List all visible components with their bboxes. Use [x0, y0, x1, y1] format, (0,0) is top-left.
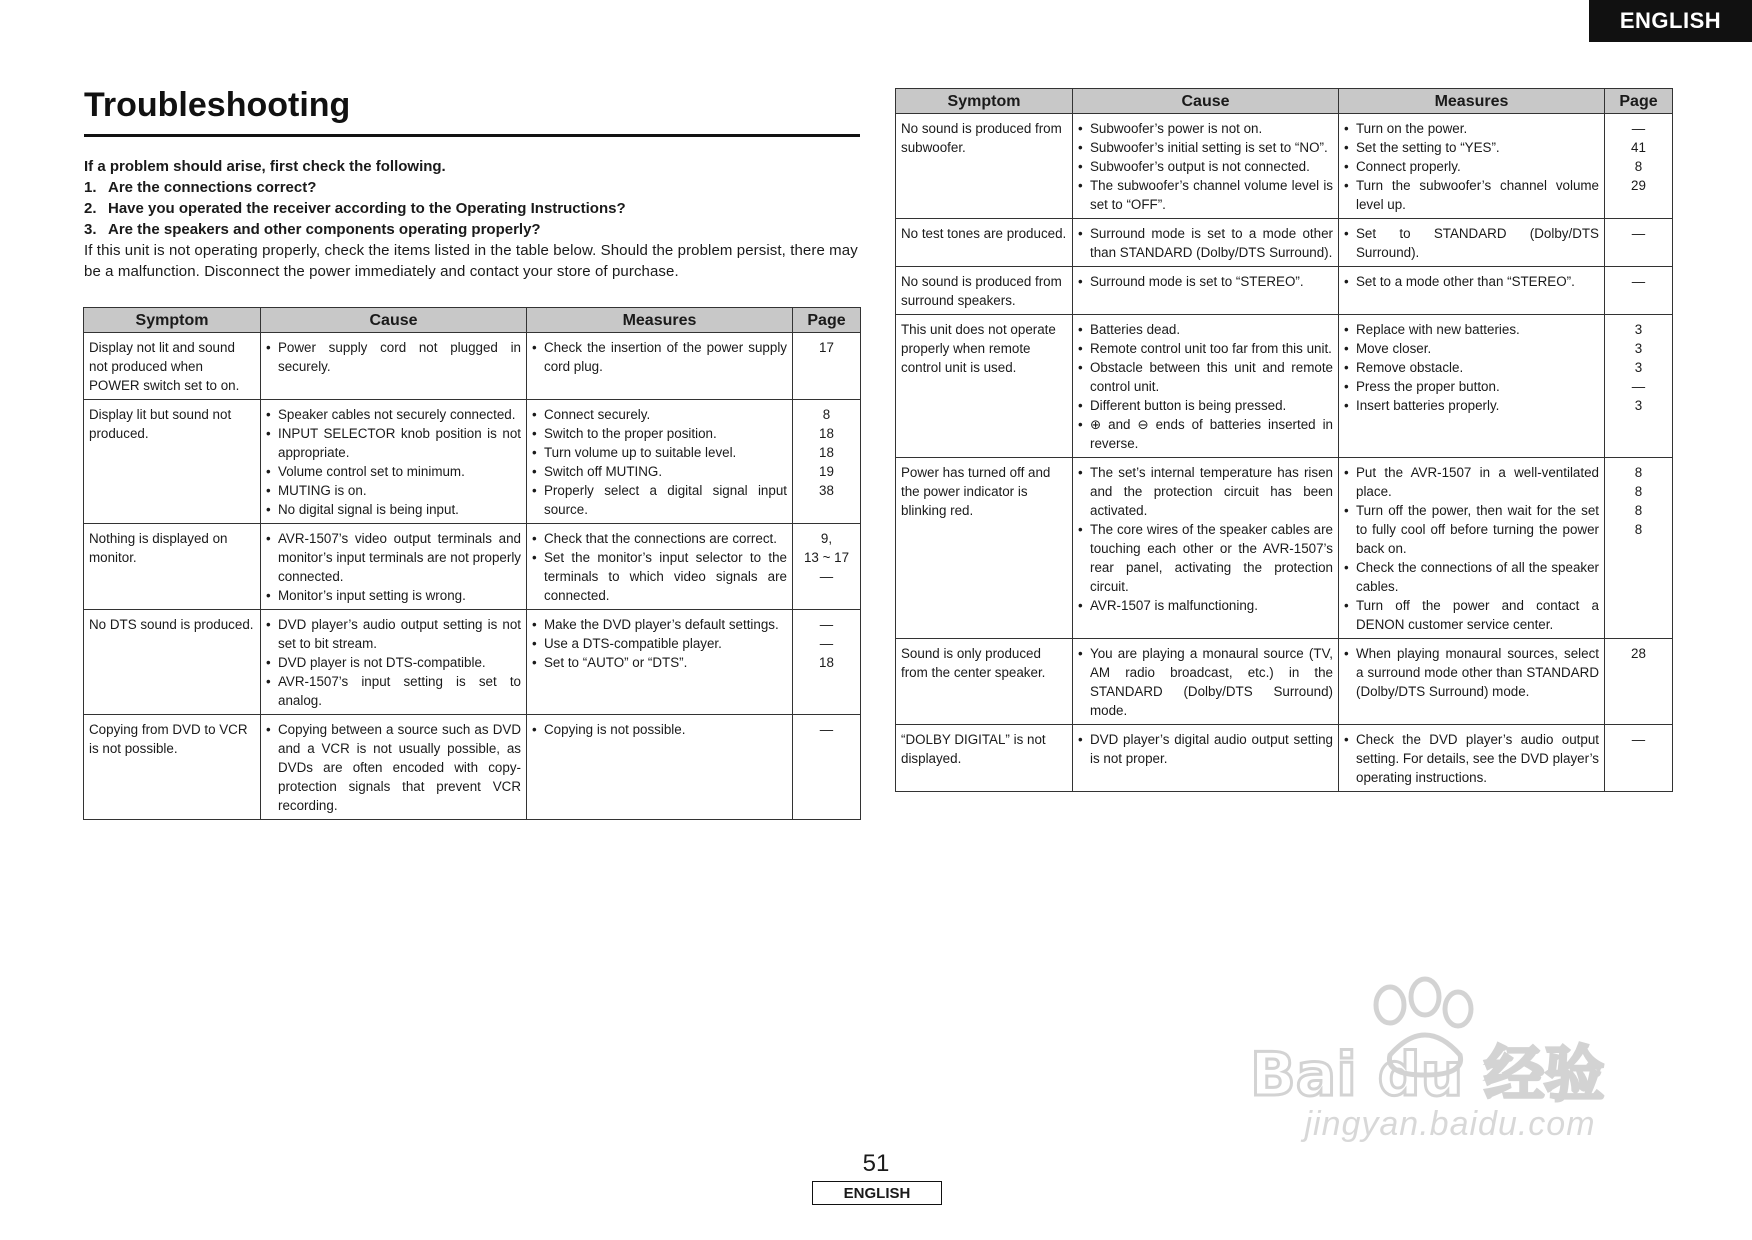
bullet-icon: • [1078, 140, 1083, 155]
item-text: Replace with new batteries. [1356, 322, 1520, 337]
page-reference: — [819, 722, 834, 737]
bullet-icon: • [266, 407, 271, 422]
bullet-icon: • [1078, 360, 1083, 375]
table-header-row [84, 308, 861, 333]
page-reference: 28 [1631, 646, 1646, 661]
bullet-icon: • [532, 531, 537, 546]
measures-header: Measures [527, 308, 793, 333]
item-text: Turn off the power, then wait for the set to fully cool off before turning the power back on. [1356, 503, 1599, 556]
measures-cell [1339, 458, 1605, 639]
intro-lead: If a problem should arise, first check the following. [84, 158, 446, 175]
cause-cell [261, 715, 527, 820]
item-text: Different button is being pressed. [1090, 398, 1287, 413]
cause-header: Cause [1073, 89, 1339, 114]
table-row [896, 267, 1673, 315]
measures-cell [527, 715, 793, 820]
bullet-icon: • [532, 617, 537, 632]
page-reference: — [1631, 379, 1646, 394]
item-text: When playing monaural sources, select a surround mode other than STANDARD (Dolby/DTS Surround) mode. [1356, 646, 1599, 699]
cause-item [1078, 157, 1333, 176]
symptom-cell: No sound is produced from subwoofer. [896, 114, 1073, 219]
page-cell [793, 333, 861, 400]
item-text: Subwoofer’s output is not connected. [1090, 159, 1310, 174]
measures-cell [527, 400, 793, 524]
measure-item [1344, 320, 1599, 339]
item-text: Put the AVR-1507 in a well-ventilated place. [1356, 465, 1599, 499]
bullet-icon: • [1078, 274, 1083, 289]
intro-paragraph: If this unit is not operating properly, check the items listed in the table below. Should the problem persist, there may be a malfunction. Disconnect the power immediately and contact your store of purchase. [84, 242, 858, 280]
measures-cell [1339, 315, 1605, 458]
page-reference: 29 [1631, 178, 1646, 193]
page-cell [1605, 114, 1673, 219]
watermark-url: jingyan.baidu.com [1304, 1105, 1596, 1143]
measure-item [532, 615, 787, 634]
item-text: No digital signal is being input. [278, 502, 459, 517]
page-reference: 8 [1634, 503, 1643, 518]
item-text: The core wires of the speaker cables are touching each other or the AVR-1507’s rear panel, activating the protection circuit. [1090, 522, 1333, 594]
measure-item [532, 653, 787, 672]
cause-cell [1073, 219, 1339, 267]
symptom-cell: Copying from DVD to VCR is not possible. [84, 715, 261, 820]
measure-item [1344, 224, 1599, 262]
page-title: Troubleshooting [84, 86, 351, 124]
cause-item [1078, 644, 1333, 720]
item-text: Press the proper button. [1356, 379, 1500, 394]
symptom-cell: No DTS sound is produced. [84, 610, 261, 715]
measure-item [1344, 176, 1599, 214]
cause-item [266, 405, 521, 424]
measures-cell [1339, 725, 1605, 792]
item-text: Properly select a digital signal input source. [544, 483, 787, 517]
measure-item [1344, 596, 1599, 634]
bullet-icon: • [1344, 178, 1349, 193]
cause-item [1078, 224, 1333, 262]
item-text: Remove obstacle. [1356, 360, 1464, 375]
item-text: Switch off MUTING. [544, 464, 663, 479]
item-text: The set’s internal temperature has risen and the protection circuit has been activated. [1090, 465, 1333, 518]
page-reference: 13 ~ 17 [803, 550, 850, 565]
table-body [896, 114, 1673, 792]
table-row [896, 458, 1673, 639]
page-reference: — [1631, 274, 1646, 289]
measure-item [1344, 501, 1599, 558]
title-rule [84, 134, 860, 137]
cause-item [1078, 415, 1333, 453]
bullet-icon: • [1078, 226, 1083, 241]
page-cell [1605, 267, 1673, 315]
item-text: Monitor’s input setting is wrong. [278, 588, 466, 603]
bullet-icon: • [1344, 598, 1349, 613]
measures-cell [1339, 267, 1605, 315]
bullet-icon: • [1078, 178, 1083, 193]
measure-item [1344, 644, 1599, 701]
measures-cell [527, 333, 793, 400]
page-reference: 19 [819, 464, 834, 479]
measure-item [1344, 377, 1599, 396]
cause-item [266, 586, 521, 605]
measure-item [1344, 730, 1599, 787]
item-text: Make the DVD player’s default settings. [544, 617, 779, 632]
item-text: Copying is not possible. [544, 722, 686, 737]
item-text: You are playing a monaural source (TV, AM radio broadcast, etc.) in the STANDARD (Dolby/DTS Surround) mode. [1090, 646, 1333, 718]
bullet-icon: • [1078, 398, 1083, 413]
table-row [896, 639, 1673, 725]
bullet-icon: • [532, 426, 537, 441]
bullet-icon: • [266, 340, 271, 355]
symptom-cell: Power has turned off and the power indicator is blinking red. [896, 458, 1073, 639]
item-text: Surround mode is set to “STEREO”. [1090, 274, 1304, 289]
cause-item [1078, 119, 1333, 138]
cause-item [266, 653, 521, 672]
page-reference: 8 [1634, 484, 1643, 499]
measure-item [532, 529, 787, 548]
cause-cell [1073, 267, 1339, 315]
page-reference: — [1631, 732, 1646, 747]
page-reference: 18 [819, 426, 834, 441]
cause-cell [1073, 458, 1339, 639]
table-header-row [896, 89, 1673, 114]
measures-cell [1339, 219, 1605, 267]
item-text: Set to a mode other than “STEREO”. [1356, 274, 1575, 289]
troubleshooting-table-right [895, 88, 1673, 792]
page-reference: 9, [820, 531, 833, 546]
cause-item [266, 481, 521, 500]
symptom-cell: Display lit but sound not produced. [84, 400, 261, 524]
check-number: 2. [84, 200, 97, 217]
cause-cell [1073, 315, 1339, 458]
bullet-icon: • [1344, 121, 1349, 136]
bullet-icon: • [266, 531, 271, 546]
item-text: Set to STANDARD (Dolby/DTS Surround). [1356, 226, 1599, 260]
page-cell [1605, 725, 1673, 792]
page-reference: — [1631, 121, 1646, 136]
item-text: Obstacle between this unit and remote control unit. [1090, 360, 1333, 394]
bullet-icon: • [532, 340, 537, 355]
page-reference: 17 [819, 340, 834, 355]
table-row [84, 333, 861, 400]
bullet-icon: • [1344, 140, 1349, 155]
item-text: Set the monitor’s input selector to the terminals to which video signals are connected. [544, 550, 787, 603]
bullet-icon: • [266, 588, 271, 603]
page-reference: 8 [1634, 159, 1643, 174]
page-reference: 41 [1631, 140, 1646, 155]
bullet-icon: • [1078, 598, 1083, 613]
bullet-icon: • [532, 655, 537, 670]
cause-item [266, 529, 521, 586]
page-reference: 38 [819, 483, 834, 498]
bullet-icon: • [1078, 322, 1083, 337]
cause-item [266, 720, 521, 815]
item-text: Set to “AUTO” or “DTS”. [544, 655, 688, 670]
page-reference: 18 [819, 445, 834, 460]
measure-item [1344, 119, 1599, 138]
bullet-icon: • [266, 464, 271, 479]
bullet-icon: • [1344, 322, 1349, 337]
check-number: 1. [84, 179, 97, 196]
cause-item [266, 672, 521, 710]
item-text: Move closer. [1356, 341, 1432, 356]
page-header: Page [793, 308, 861, 333]
page-cell [1605, 639, 1673, 725]
page-reference: — [819, 569, 834, 584]
page-reference: 8 [1634, 465, 1643, 480]
page-number: 51 [862, 1150, 890, 1177]
measure-item [1344, 138, 1599, 157]
item-text: Switch to the proper position. [544, 426, 717, 441]
item-text: MUTING is on. [278, 483, 367, 498]
item-text: AVR-1507’s video output terminals and monitor’s input terminals are not properly connected. [278, 531, 521, 584]
footer-language-label: ENGLISH [812, 1181, 942, 1205]
symptom-cell: No sound is produced from surround speakers. [896, 267, 1073, 315]
bullet-icon: • [532, 636, 537, 651]
bullet-icon: • [1344, 465, 1349, 480]
page-cell [1605, 315, 1673, 458]
cause-item [1078, 176, 1333, 214]
table-row [84, 715, 861, 820]
bullet-icon: • [1344, 341, 1349, 356]
page-cell [1605, 219, 1673, 267]
measure-item [1344, 339, 1599, 358]
cause-item [1078, 596, 1333, 615]
bullet-icon: • [1078, 646, 1083, 661]
item-text: Speaker cables not securely connected. [278, 407, 516, 422]
measure-item [1344, 272, 1599, 291]
table-row [896, 315, 1673, 458]
bullet-icon: • [266, 502, 271, 517]
item-text: INPUT SELECTOR knob position is not appropriate. [278, 426, 521, 460]
table-row [84, 400, 861, 524]
table-row [896, 219, 1673, 267]
cause-item [1078, 138, 1333, 157]
measure-item [532, 481, 787, 519]
item-text: Turn off the power and contact a DENON customer service center. [1356, 598, 1599, 632]
item-text: Connect properly. [1356, 159, 1461, 174]
page-cell [793, 400, 861, 524]
cause-item [1078, 339, 1333, 358]
bullet-icon: • [1078, 465, 1083, 480]
table-body [84, 333, 861, 820]
cause-item [266, 338, 521, 376]
bullet-icon: • [266, 722, 271, 737]
cause-item [266, 615, 521, 653]
symptom-cell: Nothing is displayed on monitor. [84, 524, 261, 610]
item-text: Batteries dead. [1090, 322, 1181, 337]
cause-item [1078, 730, 1333, 768]
symptom-cell: “DOLBY DIGITAL” is not displayed. [896, 725, 1073, 792]
item-text: Insert batteries properly. [1356, 398, 1500, 413]
symptom-cell: No test tones are produced. [896, 219, 1073, 267]
item-text: Turn volume up to suitable level. [544, 445, 737, 460]
page-reference: 3 [1634, 360, 1643, 375]
item-text: The subwoofer’s channel volume level is set to “OFF”. [1090, 178, 1333, 212]
item-text: Set the setting to “YES”. [1356, 140, 1500, 155]
page-reference: 18 [819, 655, 834, 670]
page-cell [793, 524, 861, 610]
baidu-watermark [1240, 975, 1660, 1175]
symptom-cell: This unit does not operate properly when remote control unit is used. [896, 315, 1073, 458]
measure-item [532, 443, 787, 462]
page-cell [1605, 458, 1673, 639]
cause-cell [261, 610, 527, 715]
item-text: AVR-1507 is malfunctioning. [1090, 598, 1258, 613]
bullet-icon: • [1344, 646, 1349, 661]
item-text: DVD player is not DTS-compatible. [278, 655, 486, 670]
page-reference: — [1631, 226, 1646, 241]
measures-cell [1339, 114, 1605, 219]
item-text: Use a DTS-compatible player. [544, 636, 722, 651]
bullet-icon: • [1344, 226, 1349, 241]
item-text: Check the connections of all the speaker cables. [1356, 560, 1599, 594]
symptom-header: Symptom [896, 89, 1073, 114]
bullet-icon: • [1078, 522, 1083, 537]
page-reference: 3 [1634, 398, 1643, 413]
item-text: Connect securely. [544, 407, 651, 422]
cause-cell [1073, 725, 1339, 792]
intro-check-2 [84, 198, 864, 219]
bullet-icon: • [532, 445, 537, 460]
bullet-icon: • [1344, 274, 1349, 289]
bullet-icon: • [266, 426, 271, 441]
measure-item [532, 424, 787, 443]
cause-item [1078, 520, 1333, 596]
bullet-icon: • [1344, 398, 1349, 413]
bullet-icon: • [532, 483, 537, 498]
cause-item [266, 424, 521, 462]
language-tab: ENGLISH [1589, 0, 1752, 42]
measures-cell [1339, 639, 1605, 725]
cause-cell [1073, 114, 1339, 219]
cause-item [266, 462, 521, 481]
measure-item [532, 720, 787, 739]
bullet-icon: • [1344, 379, 1349, 394]
intro-check-3 [84, 219, 864, 240]
bullet-icon: • [1078, 121, 1083, 136]
bullet-icon: • [1344, 159, 1349, 174]
table-row [896, 725, 1673, 792]
symptom-cell: Sound is only produced from the center speaker. [896, 639, 1073, 725]
svg-text:Bai du 经验: Bai du 经验 [1250, 1040, 1605, 1105]
table-row [84, 524, 861, 610]
symptom-header: Symptom [84, 308, 261, 333]
cause-cell [261, 333, 527, 400]
cause-item [1078, 272, 1333, 291]
measure-item [1344, 463, 1599, 501]
item-text: Volume control set to minimum. [278, 464, 465, 479]
page-header: Page [1605, 89, 1673, 114]
measure-item [1344, 558, 1599, 596]
bullet-icon: • [532, 407, 537, 422]
symptom-cell: Display not lit and sound not produced when POWER switch set to on. [84, 333, 261, 400]
cause-item [1078, 320, 1333, 339]
item-text: DVD player’s audio output setting is not set to bit stream. [278, 617, 521, 651]
check-text: Have you operated the receiver according to the Operating Instructions? [108, 200, 626, 217]
item-text: DVD player’s digital audio output setting is not proper. [1090, 732, 1333, 766]
page-reference: — [819, 617, 834, 632]
table-row [84, 610, 861, 715]
bullet-icon: • [1344, 360, 1349, 375]
bullet-icon: • [1078, 732, 1083, 747]
item-text: Check the DVD player’s audio output setting. For details, see the DVD player’s operating instructions. [1356, 732, 1599, 785]
bullet-icon: • [1078, 159, 1083, 174]
cause-item [1078, 358, 1333, 396]
page-reference: 3 [1634, 341, 1643, 356]
bullet-icon: • [1078, 341, 1083, 356]
page-reference: 8 [1634, 522, 1643, 537]
measure-item [1344, 157, 1599, 176]
cause-header: Cause [261, 308, 527, 333]
item-text: Copying between a source such as DVD and a VCR is not usually possible, as DVDs are often encoded with copy-protection signals that prevent VCR recording. [278, 722, 521, 813]
bullet-icon: • [1344, 732, 1349, 747]
cause-cell [1073, 639, 1339, 725]
bullet-icon: • [532, 464, 537, 479]
measure-item [532, 462, 787, 481]
measures-header: Measures [1339, 89, 1605, 114]
measure-item [532, 338, 787, 376]
measures-cell [527, 524, 793, 610]
item-text: Surround mode is set to a mode other than STANDARD (Dolby/DTS Surround). [1090, 226, 1333, 260]
item-text: Subwoofer’s power is not on. [1090, 121, 1263, 136]
bullet-icon: • [266, 617, 271, 632]
paw-logo-icon [1240, 975, 1660, 1105]
measure-item [1344, 396, 1599, 415]
item-text: ⊕ and ⊖ ends of batteries inserted in reverse. [1090, 417, 1333, 451]
bullet-icon: • [532, 722, 537, 737]
measure-item [532, 405, 787, 424]
measure-item [532, 634, 787, 653]
page-cell [793, 610, 861, 715]
item-text: AVR-1507’s input setting is set to analog. [278, 674, 521, 708]
bullet-icon: • [266, 483, 271, 498]
intro-check-1 [84, 177, 864, 198]
page-reference: — [819, 636, 834, 651]
page-reference: 3 [1634, 322, 1643, 337]
check-number: 3. [84, 221, 97, 238]
bullet-icon: • [266, 674, 271, 689]
item-text: Turn on the power. [1356, 121, 1468, 136]
bullet-icon: • [1344, 503, 1349, 518]
measures-cell [527, 610, 793, 715]
troubleshooting-table-left [83, 307, 861, 820]
measure-item [1344, 358, 1599, 377]
item-text: Turn the subwoofer’s channel volume level up. [1356, 178, 1599, 212]
bullet-icon: • [1344, 560, 1349, 575]
item-text: Power supply cord not plugged in securely. [278, 340, 521, 374]
cause-item [1078, 396, 1333, 415]
measure-item [532, 548, 787, 605]
cause-item [266, 500, 521, 519]
item-text: Check the insertion of the power supply cord plug. [544, 340, 787, 374]
bullet-icon: • [1078, 417, 1083, 432]
page-reference: 8 [822, 407, 831, 422]
item-text: Remote control unit too far from this unit. [1090, 341, 1332, 356]
item-text: Check that the connections are correct. [544, 531, 777, 546]
check-text: Are the connections correct? [108, 179, 317, 196]
check-text: Are the speakers and other components operating properly? [108, 221, 541, 238]
bullet-icon: • [266, 655, 271, 670]
cause-cell [261, 524, 527, 610]
cause-item [1078, 463, 1333, 520]
table-row [896, 114, 1673, 219]
item-text: Subwoofer’s initial setting is set to “NO”. [1090, 140, 1328, 155]
page-cell [793, 715, 861, 820]
intro-section [84, 156, 864, 282]
cause-cell [261, 400, 527, 524]
bullet-icon: • [532, 550, 537, 565]
